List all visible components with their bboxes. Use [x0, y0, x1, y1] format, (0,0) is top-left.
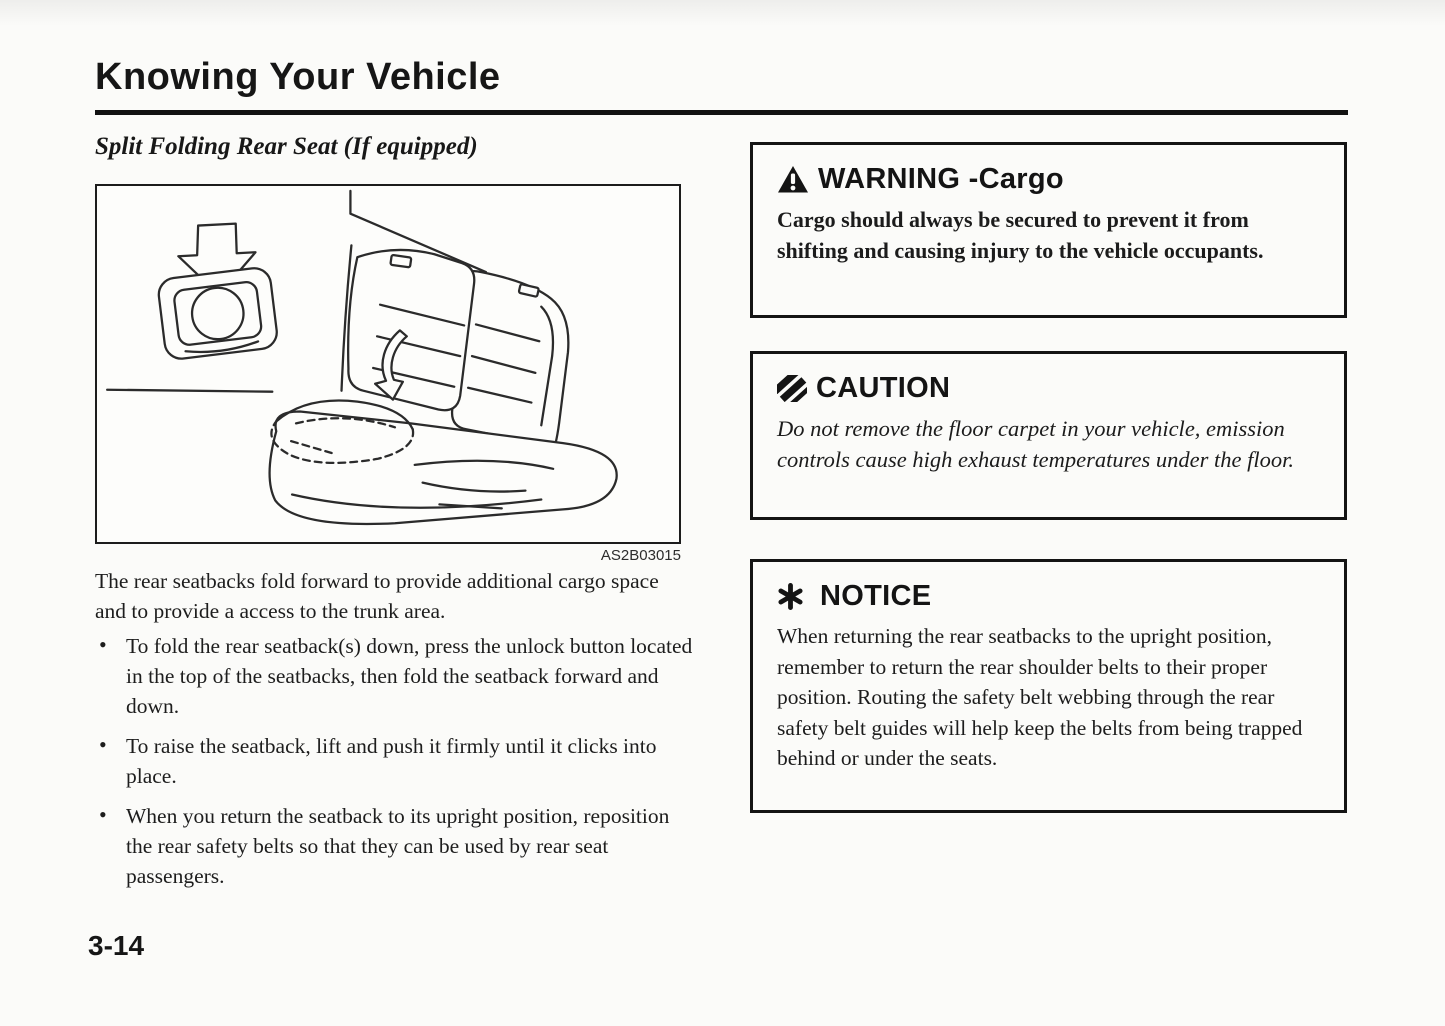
bullet-text: To raise the seatback, lift and push it firmly until it clicks into place. [126, 734, 657, 788]
intro-paragraph: The rear seatbacks fold forward to provide additional cargo space and to provide a access to the trunk area. [95, 569, 659, 623]
warning-body: Cargo should always be secured to prevent it from shifting and causing injury to the vehicle occupants. [777, 207, 1264, 263]
title-rule [95, 110, 1348, 115]
figure-caption: AS2B03015 [600, 547, 681, 564]
notice-box [750, 559, 1347, 813]
notice-header [777, 580, 1322, 613]
caution-body: Do not remove the floor carpet in your vehicle, emission controls cause high exhaust temperatures under the floor. [777, 416, 1295, 472]
notice-body: When returning the rear seatbacks to the upright position, remember to return the rear shoulder belts to their proper position. Routing the safety belt webbing through the rear safety belt guides will help keep the belts from being trapped behind or under the seats. [777, 624, 1303, 770]
seat-cushion [270, 411, 617, 523]
warning-header [777, 163, 1322, 196]
seat-illustration [95, 184, 681, 544]
warning-title: WARNING -Cargo [818, 163, 1064, 195]
warning-triangle-icon [777, 165, 809, 194]
caution-box [750, 351, 1347, 520]
bullet-text: When you return the seatback to its upright position, reposition the rear safety belts so that they can be used by rear seat passengers. [126, 804, 670, 888]
notice-title: NOTICE [820, 580, 932, 612]
section-heading: Split Folding Rear Seat (If equipped) [95, 133, 478, 160]
unlock-button-inset [157, 224, 279, 361]
list-item [95, 631, 695, 721]
warning-box [750, 142, 1347, 318]
list-item [95, 801, 695, 891]
page-title: Knowing Your Vehicle [95, 56, 501, 98]
seat-diagram-drawing [97, 186, 679, 542]
page-number: 3-14 [88, 930, 145, 961]
caution-title: CAUTION [816, 372, 951, 404]
unlock-button-pad [157, 266, 279, 360]
caution-header [777, 372, 1322, 405]
caution-stripes-icon [777, 375, 807, 402]
list-item [95, 731, 695, 791]
asterisk-icon [777, 583, 804, 610]
bullet-text: To fold the rear seatback(s) down, press the unlock button located in the top of the seatbacks, then fold the seatback forward and down. [126, 634, 693, 718]
left-seatback [348, 250, 474, 410]
instruction-list [95, 631, 695, 901]
